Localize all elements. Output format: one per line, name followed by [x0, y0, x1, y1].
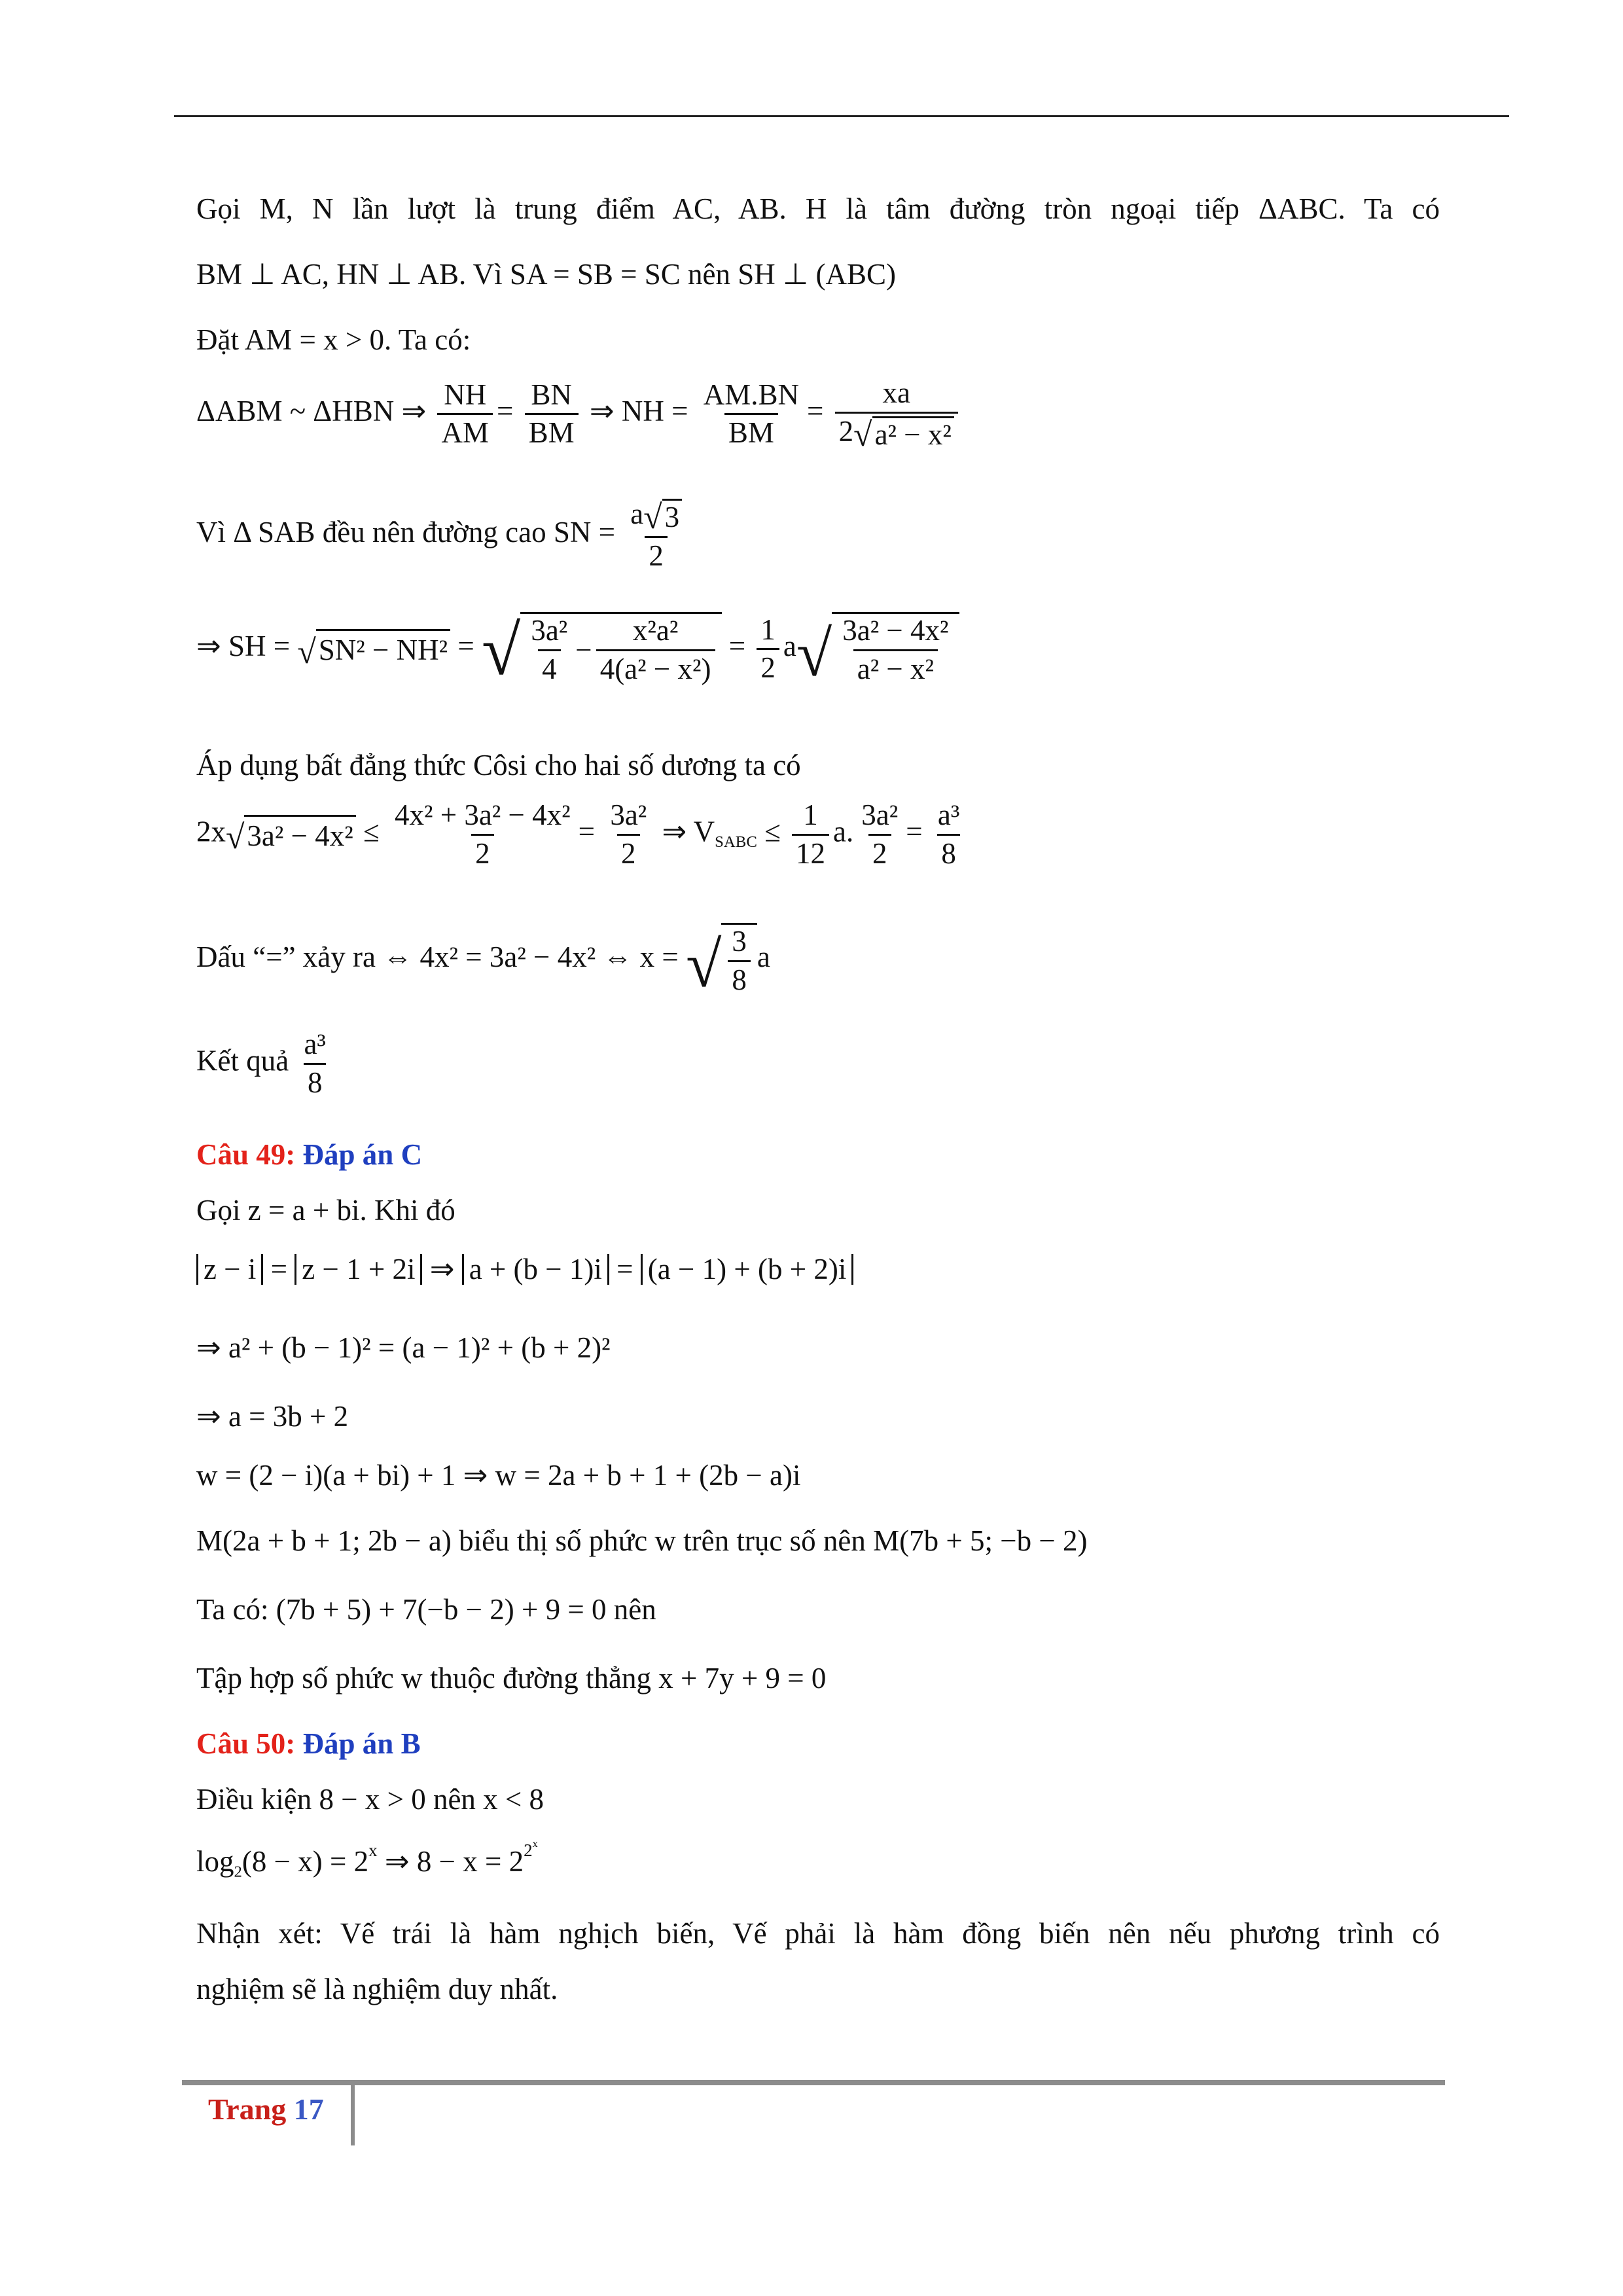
- q50-line-2: $\log_2(8 - x) = 2^x$ ⇒ $8 - x = 2^{2^x}$: [196, 1838, 538, 1881]
- q49-line-6: M(2a + b + 1; 2b − a) biểu thị số phức w trên trục số nên M(7b + 5; −b − 2): [196, 1524, 1088, 1557]
- fraction: $\frac{NH}{AM}$: [437, 378, 493, 451]
- q50-line-3: Nhận xét: Vế trái là hàm nghịch biến, Vế phải là hàm đồng biến nên nếu phương trình có: [196, 1917, 1440, 1950]
- q50-line-1: Điều kiện 8 − x > 0 nên x < 8: [196, 1783, 544, 1816]
- text-line-3: Đặt AM = x > 0. Ta có:: [196, 323, 471, 356]
- text-line-1: Gọi M, N lần lượt là trung điểm AC, AB. H là tâm đường tròn ngoại tiếp ΔABC. Ta có: [196, 192, 1440, 225]
- formula-part: ⇒ NH =: [589, 395, 688, 428]
- formula-cosi: 2x √ 3a² − 4x² ≤ $\frac{\text{4x² + 3a² − 4x²}}{2}$ = $\frac{\text{3a²}}{2}$ ⇒ $V_{SABC}$ ≤ $\frac{1}{12}$ a. $\frac{\text{3a²}}{2}$ = $\frac{\text{a³}}{8}$: [196, 798, 960, 870]
- footer-rule: [182, 2080, 1445, 2085]
- radical: √ $\frac{\text{3a²}}{4}$ − $\frac{\text{x²a²}}{\text{4(a² − x²)}}$: [482, 612, 721, 687]
- fraction: $\frac{AM.BN}{BM}$: [703, 378, 800, 450]
- q49-line-7: Ta có: (7b + 5) + 7(−b − 2) + 9 = 0 nên: [196, 1593, 656, 1626]
- formula-part: Vì Δ SAB đều nên đường cao SN =: [196, 516, 615, 549]
- header-rule: [174, 115, 1509, 117]
- q49-line-2: z − i = z − 1 + 2i ⇒ a + (b − 1)i = (a − 1) + (b + 2)i: [196, 1250, 853, 1289]
- q49-line-8: Tập hợp số phức w thuộc đường thẳng x + 7y + 9 = 0: [196, 1662, 827, 1695]
- footer-divider: [351, 2085, 355, 2145]
- q49-line-3: ⇒ a² + (b − 1)² = (a − 1)² + (b + 2)²: [196, 1331, 611, 1364]
- q49-line-4: ⇒ a = 3b + 2: [196, 1400, 349, 1433]
- text-line-2: BM ⊥ AC, HN ⊥ AB. Vì SA = SB = SC nên SH ⊥ (ABC): [196, 258, 896, 291]
- q49-line-1: Gọi z = a + bi. Khi đó: [196, 1194, 455, 1227]
- formula-equality: Dấu “=” xảy ra ⇔ 4x² = 3a² − 4x² ⇔ x = √ $\frac{3}{8}$ a: [196, 923, 770, 997]
- page-footer: [208, 2092, 324, 2126]
- footer-label: Trang: [208, 2092, 287, 2126]
- fraction: a √ 3 2: [626, 497, 686, 573]
- result-line: Kết quả $\frac{\text{a³}}{8}$: [196, 1028, 326, 1099]
- question-49-heading: Câu 49: Đáp án C: [196, 1138, 423, 1171]
- fraction: $\frac{BN}{BM}$: [525, 378, 579, 451]
- formula-part: ⇒ SH =: [196, 630, 291, 663]
- formula-similar-triangles: ΔABM ~ ΔHBN ⇒ $\frac{NH}{AM}$ = $\frac{BN}{BM}$ ⇒ NH = $\frac{AM.BN}{BM}$ = xa 2 √ a² − x²: [196, 376, 962, 452]
- q50-line-4: nghiệm sẽ là nghiệm duy nhất.: [196, 1973, 558, 2005]
- page-number: 17: [293, 2092, 324, 2126]
- fraction: xa 2 √ a² − x²: [835, 376, 958, 452]
- text-line-cosi: Áp dụng bất đẳng thức Côsi cho hai số dương ta có: [196, 749, 801, 781]
- q49-line-5: w = (2 − i)(a + bi) + 1 ⇒ w = 2a + b + 1 + (2b − a)i: [196, 1459, 801, 1492]
- formula-part: ΔABM ~ ΔHBN ⇒: [196, 395, 427, 428]
- formula-height-sn: [196, 497, 690, 573]
- formula-sh: ⇒ SH = √ SN² − NH² = √ $\frac{\text{3a²}}{4}$ − $\frac{\text{x²a²}}{\text{4(a² − x²)}}$ = $\frac{1}{2}$ a √ $\frac{\text{3a² − 4x²}}{\text{a² − x²}}$: [196, 612, 959, 687]
- question-50-heading: Câu 50: Đáp án B: [196, 1727, 421, 1760]
